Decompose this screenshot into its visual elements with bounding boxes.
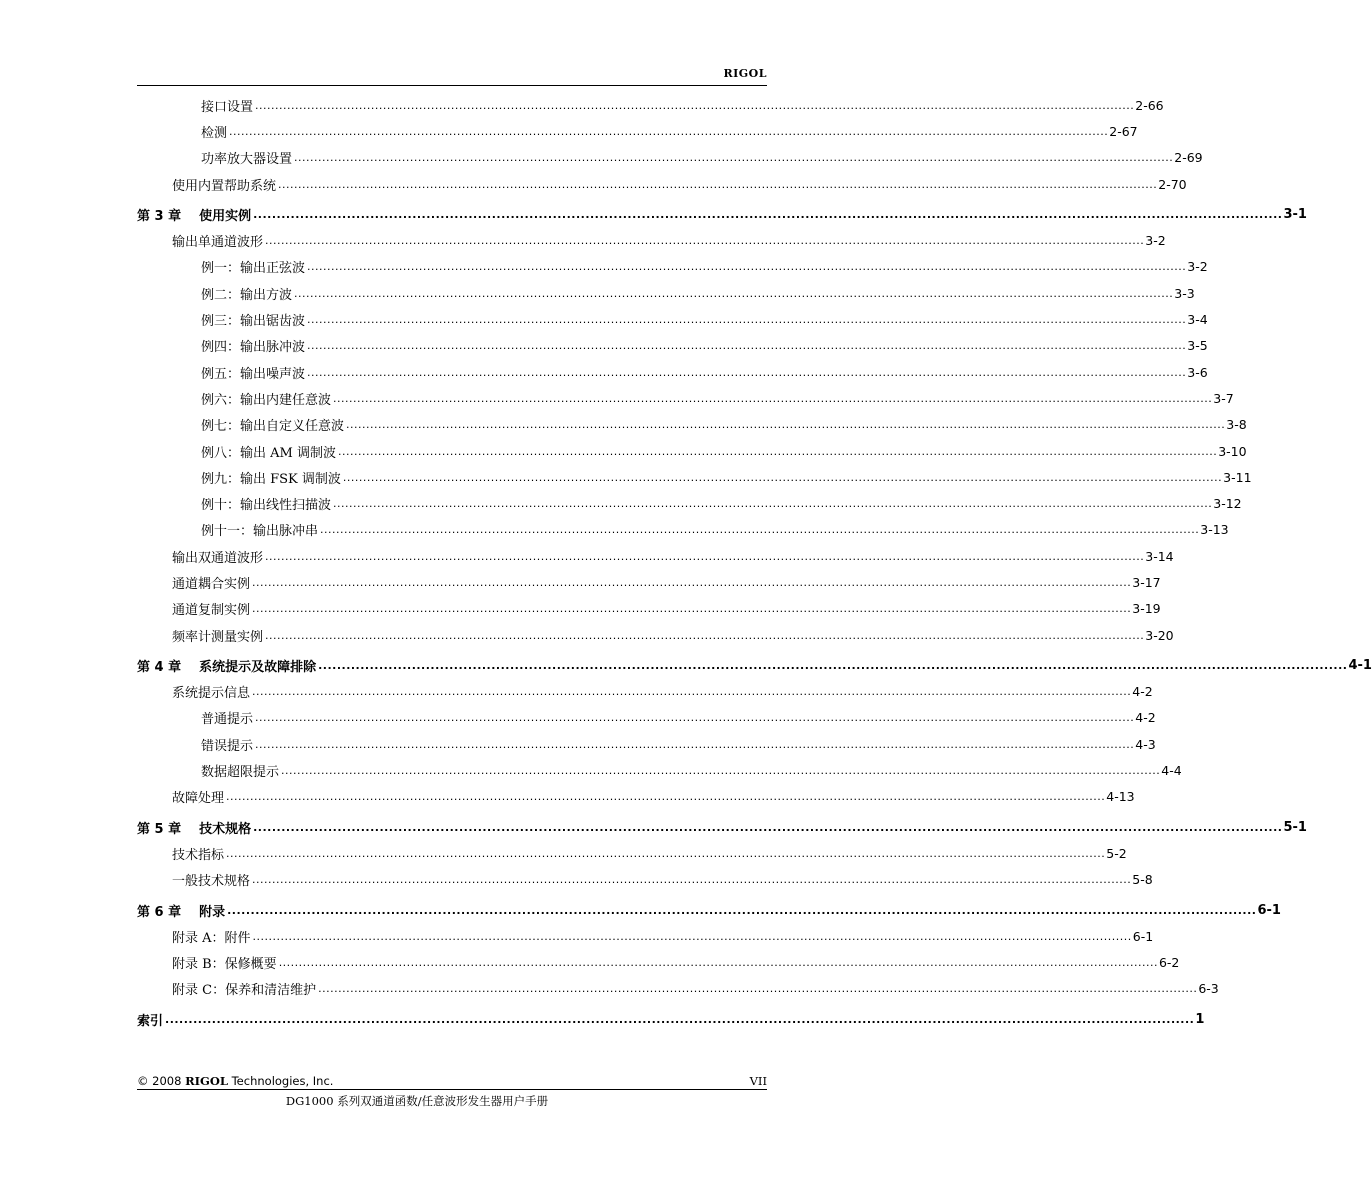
toc-dot-leader: ............................................................................................................................................................................................................................ xyxy=(252,575,1132,589)
toc-dot-leader: ............................................................................................................................................................................................................................ xyxy=(252,685,1132,699)
toc-entry-label xyxy=(137,901,227,920)
toc-page-number: 3-3 xyxy=(1174,285,1195,301)
toc-entry-label xyxy=(172,927,253,946)
toc-dot-leader: ............................................................................................................................................................................................................................ xyxy=(165,1012,1195,1026)
toc-entry-label xyxy=(201,363,307,382)
toc-entry-label xyxy=(172,175,278,194)
toc-entry-title: 使用内置帮助系统 xyxy=(172,178,277,194)
toc-entry[interactable] xyxy=(137,385,1234,411)
toc-entry[interactable] xyxy=(137,679,1153,705)
toc-entry-label xyxy=(172,844,226,863)
toc-entry-label xyxy=(172,231,265,250)
toc-entry-label xyxy=(137,1010,165,1029)
toc-entry-title: 附录 C：保养和清洁维护 xyxy=(172,983,317,999)
toc-entry-title: 例六：输出内建任意波 xyxy=(201,392,332,408)
toc-page-number: 3-14 xyxy=(1145,548,1174,564)
toc-page-number: 3-7 xyxy=(1213,390,1234,406)
toc-dot-leader: ............................................................................................................................................................................................................................ xyxy=(265,549,1145,563)
toc-chapter-entry[interactable] xyxy=(137,814,1307,840)
toc-page-number: 3-6 xyxy=(1187,364,1208,380)
toc-page-number: 3-10 xyxy=(1218,443,1247,459)
toc-entry-label xyxy=(172,626,265,645)
toc-entry-title: 输出双通道波形 xyxy=(172,550,264,566)
toc-entry-title: 例七：输出自定义任意波 xyxy=(201,419,345,435)
toc-page-number: 3-17 xyxy=(1132,574,1161,590)
toc-page-number: 5-8 xyxy=(1132,872,1153,888)
toc-page-number: 3-1 xyxy=(1283,206,1307,222)
toc-entry-title: 附录 xyxy=(199,904,226,920)
toc-entry-label xyxy=(201,310,307,329)
toc-dot-leader: ............................................................................................................................................................................................................................ xyxy=(255,98,1135,112)
toc-page-number: 3-2 xyxy=(1187,259,1208,275)
toc-entry-title: 输出单通道波形 xyxy=(172,235,264,251)
toc-dot-leader: ............................................................................................................................................................................................................................ xyxy=(226,790,1106,804)
toc-entry-title: 检测 xyxy=(201,125,228,141)
toc-chapter-entry[interactable] xyxy=(137,201,1307,227)
toc-entry[interactable] xyxy=(137,867,1153,893)
toc-entry-title: 例五：输出噪声波 xyxy=(201,366,306,382)
copyright-suffix: Technologies, Inc. xyxy=(227,1074,334,1088)
toc-dot-leader: ............................................................................................................................................................................................................................ xyxy=(307,260,1187,274)
table-of-contents xyxy=(137,92,1372,1032)
toc-dot-leader: ............................................................................................................................................................................................................................ xyxy=(333,497,1213,511)
toc-entry[interactable] xyxy=(137,171,1187,197)
toc-entry-title: 例八：输出 AM 调制波 xyxy=(201,445,336,461)
toc-entry-title: 使用实例 xyxy=(199,208,252,224)
toc-entry-label xyxy=(201,389,333,408)
toc-entry-title: 例二：输出方波 xyxy=(201,287,293,303)
toc-dot-leader: ............................................................................................................................................................................................................................ xyxy=(227,903,1257,917)
toc-entry-label xyxy=(137,205,253,224)
toc-entry-title: 一般技术规格 xyxy=(172,874,251,890)
toc-entry[interactable] xyxy=(137,490,1242,516)
toc-page-number: 2-70 xyxy=(1158,176,1187,192)
toc-entry-label xyxy=(201,96,255,115)
toc-chapter-number: 第 6 章 xyxy=(137,904,182,920)
toc-page-number: 5-1 xyxy=(1283,819,1307,835)
toc-dot-leader: ............................................................................................................................................................................................................................ xyxy=(255,711,1135,725)
toc-entry-title: 技术规格 xyxy=(199,821,252,837)
toc-dot-leader: ............................................................................................................................................................................................................................ xyxy=(342,470,1223,484)
toc-entry-title: 附录 B：保修概要 xyxy=(172,957,277,973)
toc-entry-label xyxy=(172,682,252,701)
toc-page-number: 6-3 xyxy=(1198,981,1219,997)
toc-entry[interactable] xyxy=(137,950,1180,976)
toc-page-number: 3-5 xyxy=(1187,338,1208,354)
toc-entry-label xyxy=(201,761,281,780)
toc-dot-leader: ............................................................................................................................................................................................................................ xyxy=(337,444,1218,458)
toc-entry-label xyxy=(137,818,253,837)
toc-chapter-number: 第 5 章 xyxy=(137,821,182,837)
toc-dot-leader: ............................................................................................................................................................................................................................ xyxy=(252,873,1132,887)
toc-page-number: 6-1 xyxy=(1132,928,1154,944)
toc-entry-title: 例四：输出脉冲波 xyxy=(201,340,306,356)
toc-dot-leader: ............................................................................................................................................................................................................................ xyxy=(265,628,1145,642)
toc-page-number: 1 xyxy=(1195,1011,1205,1027)
toc-dot-leader: ............................................................................................................................................................................................................................ xyxy=(278,177,1158,191)
toc-dot-leader: ............................................................................................................................................................................................................................ xyxy=(294,151,1174,165)
toc-entry[interactable] xyxy=(137,227,1166,253)
toc-entry-label xyxy=(201,468,343,487)
toc-entry[interactable] xyxy=(137,517,1229,543)
toc-entry[interactable] xyxy=(137,464,1252,490)
toc-dot-leader: ............................................................................................................................................................................................................................ xyxy=(333,391,1213,405)
footer-copyright xyxy=(137,1074,333,1088)
toc-dot-leader: ............................................................................................................................................................................................................................ xyxy=(278,956,1158,970)
toc-entry-label xyxy=(201,708,255,727)
toc-entry[interactable] xyxy=(137,92,1164,118)
toc-entry-label xyxy=(201,148,294,167)
toc-entry[interactable] xyxy=(137,757,1182,783)
toc-dot-leader: ............................................................................................................................................................................................................................ xyxy=(307,365,1187,379)
toc-page-number: 3-13 xyxy=(1200,522,1229,538)
toc-entry[interactable] xyxy=(137,359,1208,385)
toc-page-number: 5-2 xyxy=(1106,845,1127,861)
toc-dot-leader: ............................................................................................................................................................................................................................ xyxy=(318,982,1198,996)
toc-page-number: 2-69 xyxy=(1174,150,1203,166)
toc-entry-title: 通道复制实例 xyxy=(172,603,251,619)
toc-page-number: 4-2 xyxy=(1135,710,1156,726)
copyright-prefix: © 2008 xyxy=(137,1074,186,1088)
toc-page-number: 3-4 xyxy=(1187,312,1208,328)
toc-page-number: 3-20 xyxy=(1145,627,1174,643)
toc-entry[interactable] xyxy=(137,145,1203,171)
toc-dot-leader: ............................................................................................................................................................................................................................ xyxy=(281,764,1161,778)
toc-entry-label xyxy=(172,787,226,806)
toc-page-number: 2-67 xyxy=(1109,123,1138,139)
toc-entry[interactable] xyxy=(137,596,1161,622)
toc-page-number: 4-13 xyxy=(1106,789,1135,805)
toc-entry-title: 例十：输出线性扫描波 xyxy=(201,498,332,514)
toc-entry[interactable] xyxy=(137,333,1208,359)
toc-entry-title: 数据超限提示 xyxy=(201,765,280,781)
toc-entry-label xyxy=(172,599,252,618)
toc-chapter-entry[interactable] xyxy=(137,652,1372,678)
toc-chapter-entry[interactable] xyxy=(137,1006,1205,1032)
toc-dot-leader: ............................................................................................................................................................................................................................ xyxy=(346,418,1226,432)
toc-page-number: 4-4 xyxy=(1161,763,1182,779)
toc-entry[interactable] xyxy=(137,784,1135,810)
toc-entry-label xyxy=(201,442,338,461)
toc-entry-title: 附录 A：附件 xyxy=(172,930,251,946)
toc-entry-title: 系统提示及故障排除 xyxy=(199,659,317,675)
toc-entry-label xyxy=(201,336,307,355)
toc-page-number: 3-2 xyxy=(1145,233,1166,249)
toc-dot-leader: ............................................................................................................................................................................................................................ xyxy=(252,602,1132,616)
toc-entry[interactable] xyxy=(137,705,1156,731)
toc-entry-title: 例十一：输出脉冲串 xyxy=(201,524,319,540)
toc-dot-leader: ............................................................................................................................................................................................................................ xyxy=(255,737,1135,751)
footer-rule xyxy=(137,1089,767,1090)
toc-dot-leader: ............................................................................................................................................................................................................................ xyxy=(253,207,1283,221)
toc-dot-leader: ............................................................................................................................................................................................................................ xyxy=(307,313,1187,327)
toc-dot-leader: ............................................................................................................................................................................................................................ xyxy=(318,658,1348,672)
toc-entry-label xyxy=(201,284,294,303)
toc-entry[interactable] xyxy=(137,569,1161,595)
toc-dot-leader: ............................................................................................................................................................................................................................ xyxy=(229,124,1109,138)
toc-entry[interactable] xyxy=(137,306,1208,332)
toc-entry[interactable] xyxy=(137,412,1247,438)
toc-entry-label xyxy=(172,547,265,566)
toc-entry-title: 例九：输出 FSK 调制波 xyxy=(201,471,341,487)
toc-chapter-number: 第 4 章 xyxy=(137,659,182,675)
toc-entry[interactable] xyxy=(137,731,1156,757)
toc-entry[interactable] xyxy=(137,543,1174,569)
toc-entry-label xyxy=(201,494,333,513)
toc-entry-label xyxy=(201,415,346,434)
toc-entry-title: 普通提示 xyxy=(201,712,254,728)
toc-dot-leader: ............................................................................................................................................................................................................................ xyxy=(252,929,1132,943)
toc-page-number: 4-2 xyxy=(1132,684,1153,700)
toc-dot-leader: ............................................................................................................................................................................................................................ xyxy=(226,846,1106,860)
toc-entry[interactable] xyxy=(137,840,1127,866)
toc-entry[interactable] xyxy=(137,280,1195,306)
toc-entry-label xyxy=(201,257,307,276)
toc-entry[interactable] xyxy=(137,254,1208,280)
toc-dot-leader: ............................................................................................................................................................................................................................ xyxy=(294,286,1174,300)
toc-entry-title: 故障处理 xyxy=(172,791,225,807)
toc-entry[interactable] xyxy=(137,622,1174,648)
header-rule xyxy=(137,85,767,86)
toc-dot-leader: ............................................................................................................................................................................................................................ xyxy=(320,523,1200,537)
toc-page-number: 4-1 xyxy=(1348,657,1372,673)
toc-entry-title: 系统提示信息 xyxy=(172,686,251,702)
toc-entry-title: 技术指标 xyxy=(172,847,225,863)
toc-entry-title: 通道耦合实例 xyxy=(172,576,251,592)
toc-entry-title: 例三：输出锯齿波 xyxy=(201,314,306,330)
toc-entry[interactable] xyxy=(137,438,1247,464)
toc-page-number: 4-3 xyxy=(1135,736,1156,752)
toc-entry-label xyxy=(172,573,252,592)
toc-page-number: 2-66 xyxy=(1135,97,1164,113)
copyright-brand: RIGOL xyxy=(185,1074,228,1088)
toc-page-number: 3-11 xyxy=(1223,469,1252,485)
toc-page-number: 3-12 xyxy=(1213,496,1242,512)
toc-dot-leader: ............................................................................................................................................................................................................................ xyxy=(307,339,1187,353)
toc-entry-label xyxy=(201,735,255,754)
toc-entry-title: 例一：输出正弦波 xyxy=(201,261,306,277)
toc-entry[interactable] xyxy=(137,976,1219,1002)
header-brand: RIGOL xyxy=(723,67,767,80)
toc-entry-label xyxy=(172,953,279,972)
toc-dot-leader: ............................................................................................................................................................................................................................ xyxy=(253,820,1283,834)
toc-entry-label xyxy=(172,979,318,998)
toc-entry-label xyxy=(201,520,320,539)
toc-entry-label xyxy=(201,122,229,141)
toc-entry-title: 功率放大器设置 xyxy=(201,152,293,168)
toc-entry-title: 索引 xyxy=(137,1013,164,1029)
toc-entry-title: 频率计测量实例 xyxy=(172,629,264,645)
toc-page-number: 6-1 xyxy=(1257,902,1281,918)
footer-manual-title: DG1000 系列双通道函数/任意波形发生器用户手册 xyxy=(285,1094,549,1108)
toc-entry-title: 错误提示 xyxy=(201,738,254,754)
toc-entry-label xyxy=(172,870,252,889)
toc-page-number: 3-19 xyxy=(1132,601,1161,617)
footer-page-number: VII xyxy=(749,1074,767,1088)
toc-entry-label xyxy=(137,656,318,675)
toc-chapter-number: 第 3 章 xyxy=(137,208,182,224)
toc-chapter-entry[interactable] xyxy=(137,897,1281,923)
toc-page-number: 6-2 xyxy=(1158,955,1180,971)
toc-page-number: 3-8 xyxy=(1226,417,1247,433)
toc-entry[interactable] xyxy=(137,118,1138,144)
toc-dot-leader: ............................................................................................................................................................................................................................ xyxy=(265,234,1145,248)
toc-entry[interactable] xyxy=(137,923,1154,949)
toc-entry-title: 接口设置 xyxy=(201,99,254,115)
